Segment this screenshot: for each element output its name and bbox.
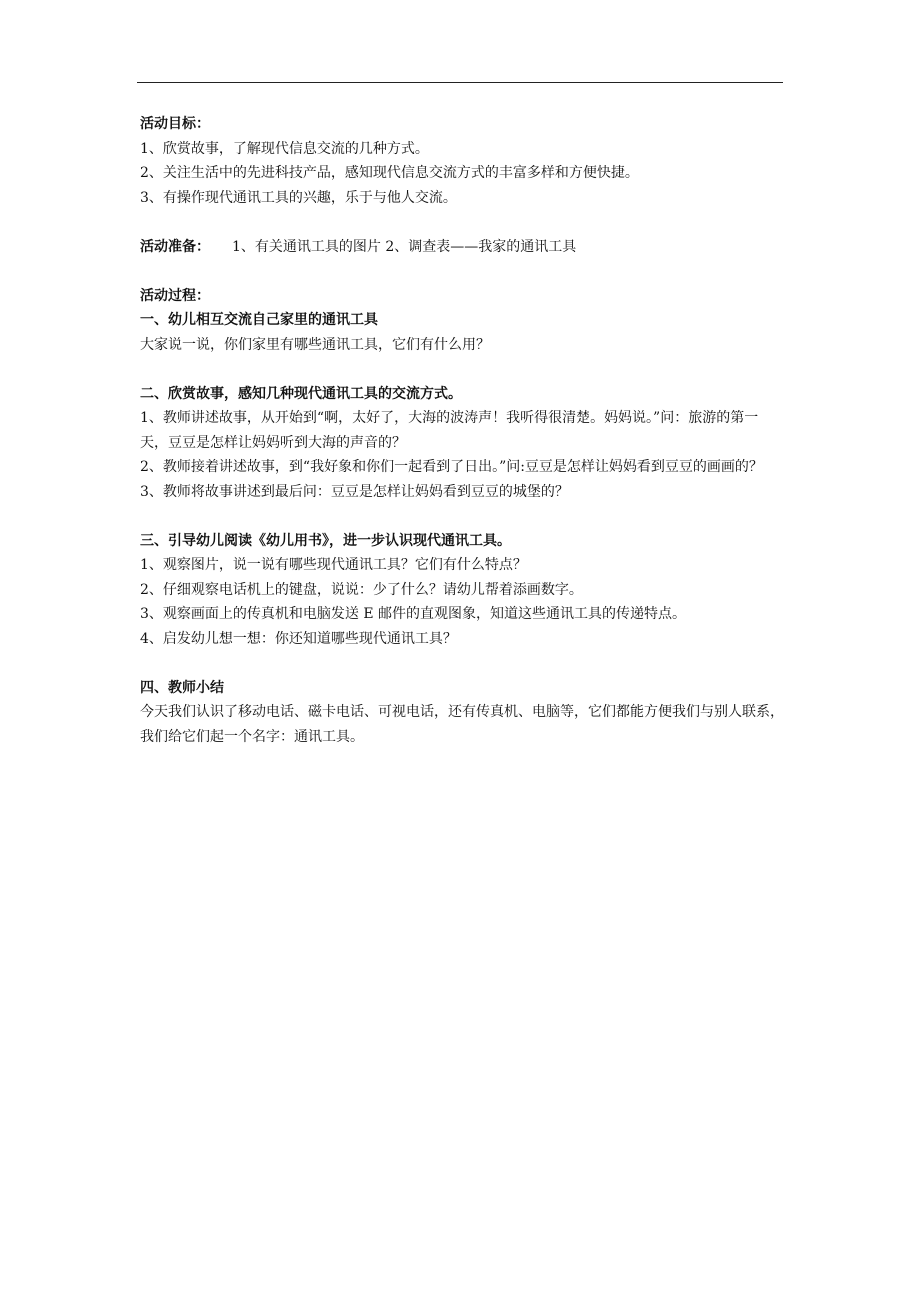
section-2-line-2: 2、教师接着讲述故事，到“我好象和你们一起看到了日出。”问:豆豆是怎样让妈妈看到豆豆的画画的？ [140, 459, 763, 475]
section-2-line-1: 1、教师讲述故事，从开始到“啊，太好了，大海的波涛声！我听得很清楚。妈妈说。”问：旅游的第一天，豆豆是怎样让妈妈听到大海的声音的？ [140, 410, 759, 451]
preparation-label: 活动准备： [140, 238, 210, 255]
spacer [140, 210, 785, 235]
section-3-line-2: 2、仔细观察电话机上的键盘，说说：少了什么？请幼儿帮着添画数字。 [140, 581, 583, 598]
spacer [140, 651, 785, 676]
section-2-line-3: 3、教师将故事讲述到最后问：豆豆是怎样让妈妈看到豆豆的城堡的？ [140, 483, 569, 500]
goal-item-2: 2、关注生活中的先进科技产品，感知现代信息交流方式的丰富多样和方便快捷。 [140, 165, 639, 181]
section-1-line-1: 大家说一说，你们家里有哪些通讯工具，它们有什么用？ [140, 336, 490, 353]
spacer [140, 259, 785, 284]
process-heading: 活动过程： [140, 287, 210, 304]
section-1-title: 一、幼儿相互交流自己家里的通讯工具 [140, 312, 378, 328]
document-body [140, 112, 785, 749]
spacer [140, 504, 785, 529]
section-4-title: 四、教师小结 [140, 679, 224, 696]
goal-item-1: 1、欣赏故事，了解现代信息交流的几种方式。 [140, 140, 429, 157]
section-3-title: 三、引导幼儿阅读《幼儿用书》，进一步认识现代通讯工具。 [140, 532, 511, 549]
section-3-line-3: 3、观察画面上的传真机和电脑发送 E 邮件的直观图象，知道这些通讯工具的传递特点。 [140, 606, 687, 622]
goals-heading: 活动目标： [140, 116, 210, 132]
goal-item-3: 3、有操作现代通讯工具的兴趣，乐于与他人交流。 [140, 189, 457, 206]
preparation-text: 1、有关通讯工具的图片 2、调查表——我家的通讯工具 [232, 238, 577, 255]
section-2-title: 二、欣赏故事，感知几种现代通讯工具的交流方式。 [140, 385, 462, 402]
spacer [140, 357, 785, 382]
section-3-line-1: 1、观察图片，说一说有哪些现代通讯工具？它们有什么特点？ [140, 557, 527, 573]
section-3-line-4: 4、启发幼儿想一想：你还知道哪些现代通讯工具？ [140, 630, 457, 647]
preparation-line [140, 235, 785, 260]
section-4-line-1: 今天我们认识了移动电话、磁卡电话、可视电话，还有传真机、电脑等，它们都能方便我们与别人联系，我们给它们起一个名字：通讯工具。 [140, 704, 784, 745]
header-rule [137, 82, 783, 83]
